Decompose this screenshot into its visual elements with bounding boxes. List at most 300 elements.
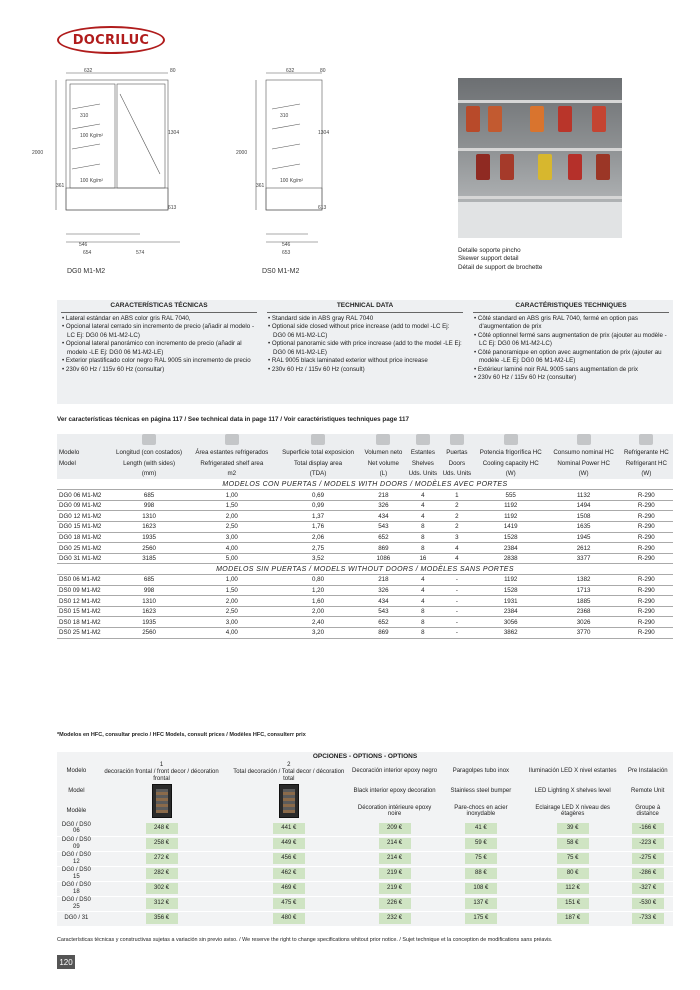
- options-header-cell: Groupe à distance: [635, 804, 661, 818]
- price-cell: [350, 836, 439, 851]
- price-value: 449 €: [273, 838, 305, 849]
- tech-title-fr: CARACTÉRISTIQUES TECHNIQUES: [473, 302, 669, 313]
- price-value: 39 €: [557, 823, 589, 834]
- header-cell: (TDA): [275, 469, 361, 480]
- table-cell: R-290: [620, 575, 673, 586]
- header-cell: Refrigerant HC: [620, 458, 673, 469]
- table-cell: 0,80: [275, 575, 361, 586]
- drawing-label-ds0: DS0 M1-M2: [262, 268, 300, 275]
- tech-item: • Lateral estándar en ABS color gris RAL 7040,: [61, 315, 257, 324]
- options-header-cell: Modèle: [66, 807, 87, 814]
- tech-item: • Exterior plastificado color negro RAL 9005 sin incremento de precio: [61, 357, 257, 366]
- table-cell: R-290: [620, 543, 673, 554]
- table-cell: 1,60: [275, 596, 361, 607]
- fridge-image: [279, 784, 299, 818]
- price-cell: [57, 911, 96, 926]
- price-value: 108 €: [465, 883, 497, 894]
- dim-label: 361: [256, 183, 265, 189]
- header-cell: [57, 469, 110, 480]
- table-cell: 3862: [474, 628, 548, 639]
- price-cell: [350, 866, 439, 881]
- options-header-cell: Modelo: [66, 768, 87, 775]
- dim-label: 632: [286, 68, 295, 74]
- table-cell: 1192: [474, 511, 548, 522]
- table-cell: 326: [361, 500, 406, 511]
- section-title: MODELOS CON PUERTAS / MODELS WITH DOORS / MODÈLES AVEC PORTES: [57, 479, 673, 490]
- header-cell: Model: [57, 458, 110, 469]
- price-cell: [350, 896, 439, 911]
- dim-label: 613: [318, 205, 327, 211]
- header-cell: Doors: [440, 458, 474, 469]
- drawing-dg0: [40, 64, 190, 274]
- price-cell: [523, 821, 623, 836]
- table-cell: 2560: [110, 628, 189, 639]
- header-cell: Estantes: [406, 447, 440, 458]
- price-value: 112 €: [557, 883, 589, 894]
- dim-label: 546: [79, 242, 88, 248]
- price-cell: [622, 896, 673, 911]
- model-name: DG0 / DS0 25: [61, 896, 91, 910]
- options-header-cell: Black interior epoxy decoration: [353, 788, 436, 795]
- table-cell: -: [440, 585, 474, 596]
- table-cell: 326: [361, 585, 406, 596]
- photo-caption: [458, 247, 542, 272]
- tech-col-es: [61, 302, 257, 374]
- table-cell: 652: [361, 532, 406, 543]
- price-value: 80 €: [557, 868, 589, 879]
- table-cell: R-290: [620, 617, 673, 628]
- dim-label: 653: [282, 250, 291, 256]
- table-cell: 4: [406, 585, 440, 596]
- table-cell: R-290: [620, 532, 673, 543]
- header-cell: (W): [548, 469, 620, 480]
- table-row: [57, 585, 673, 596]
- technical-characteristics: [57, 300, 673, 404]
- header-cell: Potencia frigorífica HC: [474, 447, 548, 458]
- table-row: [57, 500, 673, 511]
- header-cell: Longitud (con costados): [110, 447, 189, 458]
- options-header-cell: [227, 762, 350, 821]
- tech-item: • Standard side in ABS gray RAL 7040: [267, 315, 463, 324]
- price-row: [57, 896, 673, 911]
- icon-cell: [620, 434, 673, 447]
- price-value: -166 €: [632, 823, 664, 834]
- table-cell: R-290: [620, 585, 673, 596]
- price-row: [57, 836, 673, 851]
- price-cell: [227, 866, 350, 881]
- header-row: [57, 447, 673, 458]
- options-header-row: [57, 762, 673, 782]
- price-cell: [439, 896, 523, 911]
- price-value: 356 €: [146, 913, 178, 924]
- dim-label: 310: [80, 113, 89, 119]
- header-row: [57, 458, 673, 469]
- arrow-icon: [142, 434, 156, 445]
- brand-logo: [57, 26, 165, 54]
- price-cell: [439, 911, 523, 926]
- price-row: [57, 881, 673, 896]
- header-cell: Net volume: [361, 458, 406, 469]
- table-cell: 652: [361, 617, 406, 628]
- table-cell: 16: [406, 553, 440, 564]
- price-value: 480 €: [273, 913, 305, 924]
- table-cell: 218: [361, 490, 406, 501]
- table-cell: 8: [406, 606, 440, 617]
- power-icon: [577, 434, 591, 445]
- price-value: 151 €: [557, 898, 589, 909]
- price-value: 214 €: [379, 853, 411, 864]
- table-cell: 1713: [548, 585, 620, 596]
- price-cell: [350, 821, 439, 836]
- dim-label: 1304: [318, 130, 330, 136]
- dim-label: 1304: [168, 130, 180, 136]
- price-cell: [227, 896, 350, 911]
- price-cell: [96, 821, 228, 836]
- table-cell: 8: [406, 628, 440, 639]
- table-cell: R-290: [620, 596, 673, 607]
- table-cell: 2,00: [275, 606, 361, 617]
- price-cell: [523, 866, 623, 881]
- table-cell: DS0 15 M1-M2: [57, 606, 110, 617]
- header-cell: (mm): [110, 469, 189, 480]
- table-cell: 2: [440, 500, 474, 511]
- tech-col-fr: [473, 302, 669, 383]
- option-label: 2 Total decoración / Total decor / décoration total: [233, 762, 345, 782]
- table-cell: 8: [406, 522, 440, 533]
- price-value: 209 €: [379, 823, 411, 834]
- price-cell: [227, 821, 350, 836]
- table-cell: 685: [110, 490, 189, 501]
- price-value: 441 €: [273, 823, 305, 834]
- price-cell: [439, 881, 523, 896]
- price-value: 187 €: [557, 913, 589, 924]
- table-cell: 1310: [110, 511, 189, 522]
- tech-item: • Optional side closed without price increase (add to model -LC Ej: DG0 06 M1-M2-LC): [267, 323, 463, 340]
- table-cell: DS0 25 M1-M2: [57, 628, 110, 639]
- table-cell: 3056: [474, 617, 548, 628]
- price-row: [57, 851, 673, 866]
- table-cell: 4: [406, 575, 440, 586]
- caption-line: Skewer support detail: [458, 255, 519, 263]
- price-value: 469 €: [273, 883, 305, 894]
- table-cell: 8: [406, 617, 440, 628]
- table-cell: 8: [406, 543, 440, 554]
- tech-item: • Opcional lateral cerrado sin incremento de precio (añadir al modelo -LC Ej: DG0 06 M1-M2-LC): [61, 323, 257, 340]
- table-cell: 1419: [474, 522, 548, 533]
- model-name: DG0 / DS0 09: [61, 836, 91, 850]
- table-cell: 2838: [474, 553, 548, 564]
- price-cell: [523, 836, 623, 851]
- price-cell: [96, 851, 228, 866]
- table-cell: 1,20: [275, 585, 361, 596]
- dim-label: 310: [280, 113, 289, 119]
- options-table: [57, 752, 673, 927]
- drawing-ds0: [248, 64, 338, 274]
- price-cell: [96, 866, 228, 881]
- price-cell: [439, 866, 523, 881]
- table-cell: 5,00: [188, 553, 275, 564]
- table-cell: DG0 09 M1-M2: [57, 500, 110, 511]
- price-cell: [57, 836, 96, 851]
- table-row: [57, 543, 673, 554]
- table-cell: 1,50: [188, 500, 275, 511]
- table-cell: 1192: [474, 500, 548, 511]
- tech-item: • 230v 60 Hz / 115v 60 Hz (consultar): [61, 366, 257, 375]
- see-technical-note: Ver características técnicas en página 117 / See technical data in page 117 / Voir caractéristiques techniques page 117: [57, 416, 409, 423]
- table-cell: DG0 15 M1-M2: [57, 522, 110, 533]
- table-cell: 1935: [110, 617, 189, 628]
- dim-label: 2000: [236, 150, 248, 156]
- header-row: [57, 469, 673, 480]
- table-cell: 4: [440, 553, 474, 564]
- price-cell: [622, 866, 673, 881]
- table-cell: DG0 18 M1-M2: [57, 532, 110, 543]
- price-cell: [523, 851, 623, 866]
- tech-item: • 230v 60 Hz / 115v 60 Hz (consult): [267, 366, 463, 375]
- table-cell: 1192: [474, 575, 548, 586]
- table-cell: 2,40: [275, 617, 361, 628]
- table-cell: 998: [110, 585, 189, 596]
- icon-row: [57, 434, 673, 447]
- options-header-cell: Model: [68, 788, 85, 795]
- header-cell: Refrigerante HC: [620, 447, 673, 458]
- price-value: 41 €: [465, 823, 497, 834]
- price-value: 475 €: [273, 898, 305, 909]
- table-cell: 2,00: [188, 511, 275, 522]
- table-cell: DS0 09 M1-M2: [57, 585, 110, 596]
- price-cell: [439, 851, 523, 866]
- price-cell: [96, 896, 228, 911]
- options-header-cell: Pare-chocs en acier inoxydable: [454, 804, 508, 818]
- table-cell: 555: [474, 490, 548, 501]
- drawing-label-dg0: DG0 M1-M2: [67, 268, 106, 275]
- options-header-cell: Paragolpes tubo inox: [452, 768, 510, 775]
- table-cell: 4: [406, 500, 440, 511]
- icon-cell: [440, 434, 474, 447]
- table-cell: 1310: [110, 596, 189, 607]
- price-cell: [350, 911, 439, 926]
- icon-cell: [275, 434, 361, 447]
- table-cell: 1623: [110, 606, 189, 617]
- table-cell: 4: [406, 596, 440, 607]
- header-cell: Total display area: [275, 458, 361, 469]
- icon-cell: [57, 434, 110, 447]
- table-cell: 2: [440, 522, 474, 533]
- header-cell: Refrigerated shelf area: [188, 458, 275, 469]
- fridge-image: [152, 784, 172, 818]
- shelves-icon: [416, 434, 430, 445]
- price-value: 58 €: [557, 838, 589, 849]
- header-cell: (L): [361, 469, 406, 480]
- price-value: 272 €: [146, 853, 178, 864]
- dim-label: 80: [320, 68, 326, 74]
- table-cell: 1,76: [275, 522, 361, 533]
- price-value: 282 €: [146, 868, 178, 879]
- product-table: [57, 434, 673, 639]
- table-cell: 1,00: [188, 575, 275, 586]
- dim-label: 100 Kg/m²: [280, 178, 304, 184]
- price-cell: [57, 881, 96, 896]
- price-cell: [96, 881, 228, 896]
- tech-item: • Extérieur laminé noir RAL 9005 sans augmentation de prix: [473, 366, 669, 375]
- table-cell: 1623: [110, 522, 189, 533]
- header-cell: (W): [620, 469, 673, 480]
- options-header-cell: LED Lighting X shelves level: [534, 788, 611, 795]
- options-header-cell: Stainless steel bumper: [450, 788, 512, 795]
- dim-label: 361: [56, 183, 65, 189]
- table-cell: 2,06: [275, 532, 361, 543]
- table-row: [57, 628, 673, 639]
- table-row: [57, 490, 673, 501]
- table-cell: R-290: [620, 490, 673, 501]
- page-number: 120: [57, 955, 75, 969]
- price-value: 232 €: [379, 913, 411, 924]
- snowflake-icon: [504, 434, 518, 445]
- dim-label: 2000: [32, 150, 44, 156]
- table-cell: R-290: [620, 511, 673, 522]
- price-cell: [622, 836, 673, 851]
- price-cell: [523, 881, 623, 896]
- price-value: 75 €: [465, 853, 497, 864]
- price-row: [57, 821, 673, 836]
- price-cell: [96, 911, 228, 926]
- surface-icon: [311, 434, 325, 445]
- table-cell: 3185: [110, 553, 189, 564]
- table-cell: 4: [406, 490, 440, 501]
- table-cell: -: [440, 606, 474, 617]
- table-cell: 3770: [548, 628, 620, 639]
- table-row: [57, 575, 673, 586]
- price-cell: [57, 866, 96, 881]
- price-value: 312 €: [146, 898, 178, 909]
- shelf-icon: [225, 434, 239, 445]
- table-cell: 218: [361, 575, 406, 586]
- price-value: 88 €: [465, 868, 497, 879]
- model-name: DG0 / DS0 18: [61, 881, 91, 895]
- table-cell: -: [440, 596, 474, 607]
- header-cell: (W): [474, 469, 548, 480]
- dim-label: 632: [84, 68, 93, 74]
- dim-label: 613: [168, 205, 177, 211]
- price-value: -327 €: [632, 883, 664, 894]
- price-value: 219 €: [379, 883, 411, 894]
- tech-item: • Opcional lateral panorámico con incremento de precio (añadir al modelo -LE Ej: DG0 06 M1-M2-LE): [61, 340, 257, 357]
- price-cell: [96, 836, 228, 851]
- table-cell: 1885: [548, 596, 620, 607]
- price-cell: [57, 896, 96, 911]
- table-cell: 4,00: [188, 628, 275, 639]
- table-cell: 3026: [548, 617, 620, 628]
- options-header-cell: Pre Instalación: [627, 768, 668, 775]
- model-name: DG0 / 31: [64, 915, 89, 922]
- table-cell: DS0 06 M1-M2: [57, 575, 110, 586]
- table-cell: 2612: [548, 543, 620, 554]
- header-cell: Nominal Power HC: [548, 458, 620, 469]
- options-header-cell: Eclairage LED X niveau des étagères: [535, 804, 611, 818]
- table-cell: 1132: [548, 490, 620, 501]
- table-cell: 2560: [110, 543, 189, 554]
- price-cell: [439, 836, 523, 851]
- icon-cell: [474, 434, 548, 447]
- header-cell: Volumen neto: [361, 447, 406, 458]
- table-cell: 3,52: [275, 553, 361, 564]
- tech-item: • 230v 60 Hz / 115v 60 Hz (consulter): [473, 374, 669, 383]
- header-cell: Shelves: [406, 458, 440, 469]
- table-row: [57, 606, 673, 617]
- section-title: MODELOS SIN PUERTAS / MODELS WITHOUT DOORS / MODÈLES SANS PORTES: [57, 564, 673, 575]
- table-cell: R-290: [620, 522, 673, 533]
- price-value: 302 €: [146, 883, 178, 894]
- price-value: 219 €: [379, 868, 411, 879]
- table-cell: 1: [440, 490, 474, 501]
- icon-cell: [188, 434, 275, 447]
- section-row: [57, 564, 673, 575]
- table-cell: 434: [361, 511, 406, 522]
- price-cell: [523, 911, 623, 926]
- options-header-cell: Iluminación LED X nivel estantes: [528, 768, 617, 775]
- options-title-row: [57, 752, 673, 762]
- table-cell: 543: [361, 606, 406, 617]
- options-header-cell: Decoración interior epoxy negro: [352, 768, 438, 775]
- caption-line: Detalle soporte pincho: [458, 247, 521, 254]
- option-label: 1 decoración frontal / front decor / décoration frontal: [104, 762, 219, 782]
- model-name: DG0 / DS0 15: [61, 866, 91, 880]
- price-cell: [227, 911, 350, 926]
- icon-cell: [406, 434, 440, 447]
- table-cell: -: [440, 617, 474, 628]
- table-cell: 2,75: [275, 543, 361, 554]
- price-value: -286 €: [632, 868, 664, 879]
- table-row: [57, 511, 673, 522]
- volume-icon: [376, 434, 390, 445]
- price-cell: [227, 836, 350, 851]
- table-cell: 434: [361, 596, 406, 607]
- price-cell: [523, 896, 623, 911]
- table-cell: 2,50: [188, 522, 275, 533]
- table-cell: R-290: [620, 606, 673, 617]
- price-cell: [622, 881, 673, 896]
- price-cell: [227, 881, 350, 896]
- table-cell: DS0 12 M1-M2: [57, 596, 110, 607]
- tech-item: • Côté optionnel fermé sans augmentation de prix (ajouter au modèle -LC Ej: DG0 06 M1-M2-LC): [473, 332, 669, 349]
- header-cell: Área estantes refrigerados: [188, 447, 275, 458]
- table-cell: 1,00: [188, 490, 275, 501]
- options-header-cell: Remote Unit: [631, 788, 665, 795]
- table-cell: 3377: [548, 553, 620, 564]
- section-row: [57, 479, 673, 490]
- table-cell: 3: [440, 532, 474, 543]
- price-value: 226 €: [379, 898, 411, 909]
- table-cell: R-290: [620, 500, 673, 511]
- table-row: [57, 522, 673, 533]
- table-cell: 4: [440, 543, 474, 554]
- table-cell: 543: [361, 522, 406, 533]
- price-value: -223 €: [632, 838, 664, 849]
- tech-title-es: CARACTERÍSTICAS TÉCNICAS: [61, 302, 257, 313]
- table-cell: 3,00: [188, 617, 275, 628]
- price-row: [57, 866, 673, 881]
- table-cell: 1494: [548, 500, 620, 511]
- table-cell: 1086: [361, 553, 406, 564]
- price-value: 248 €: [146, 823, 178, 834]
- header-cell: Puertas: [440, 447, 474, 458]
- header-cell: m2: [188, 469, 275, 480]
- price-cell: [57, 851, 96, 866]
- table-cell: 1528: [474, 585, 548, 596]
- tech-item: • Optional panoramic side with price increase (add to the model -LE Ej: DG0 06 M1-M2-LE): [267, 340, 463, 357]
- dim-label: 546: [282, 242, 291, 248]
- table-cell: -: [440, 628, 474, 639]
